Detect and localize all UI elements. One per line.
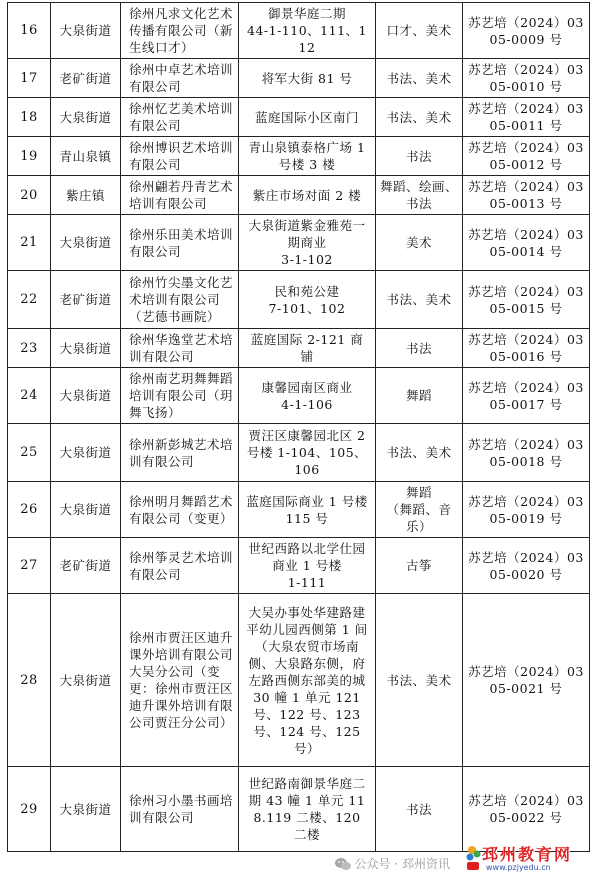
- row-permit-number: 苏艺培（2024）0305-0018 号: [463, 424, 590, 482]
- row-district: 大泉街道: [51, 329, 121, 368]
- row-number: 21: [8, 215, 51, 271]
- row-address: 世纪西路以北学仕园商业 1 号楼 1-111: [239, 538, 376, 594]
- row-address: 民和苑公建 7-101、102: [239, 271, 376, 329]
- row-subject: 书法: [376, 329, 463, 368]
- row-institution-name: 徐州习小墨书画培训有限公司: [121, 767, 239, 852]
- table-row: [8, 368, 590, 424]
- row-number: 16: [8, 3, 51, 59]
- row-permit-number: 苏艺培（2024）0305-0022 号: [463, 767, 590, 852]
- row-address: 蓝庭国际小区南门: [239, 98, 376, 137]
- row-address: 世纪路南御景华庭二期 43 幢 1 单元 118.119 二楼、120 二楼: [239, 767, 376, 852]
- row-subject: 书法、美术: [376, 424, 463, 482]
- row-district: 大泉街道: [51, 368, 121, 424]
- row-permit-number: 苏艺培（2024）0305-0021 号: [463, 594, 590, 767]
- row-subject: 舞蹈: [376, 368, 463, 424]
- logo-title: 邳州教育网: [482, 845, 573, 864]
- logo-emblem-icon: [464, 844, 484, 874]
- row-district: 大泉街道: [51, 215, 121, 271]
- row-permit-number: 苏艺培（2024）0305-0009 号: [463, 3, 590, 59]
- row-address: 御景华庭二期 44-1-110、111、112: [239, 3, 376, 59]
- row-permit-number: 苏艺培（2024）0305-0017 号: [463, 368, 590, 424]
- row-address: 康馨园南区商业 4-1-106: [239, 368, 376, 424]
- row-permit-number: 苏艺培（2024）0305-0013 号: [463, 176, 590, 215]
- row-subject: 书法、美术: [376, 594, 463, 767]
- row-institution-name: 徐州乐田美术培训有限公司: [121, 215, 239, 271]
- row-permit-number: 苏艺培（2024）0305-0011 号: [463, 98, 590, 137]
- row-subject: 美术: [376, 215, 463, 271]
- row-subject: 口才、美术: [376, 3, 463, 59]
- row-district: 紫庄镇: [51, 176, 121, 215]
- row-district: 老矿街道: [51, 271, 121, 329]
- training-institution-table: [7, 2, 590, 852]
- wechat-icon: [335, 857, 351, 871]
- row-district: 老矿街道: [51, 538, 121, 594]
- row-address: 大吴办事处华建路建平幼儿园西侧第 1 间（大泉农贸市场南侧、大泉路东侧，府左路西侧东部美的城 30 幢 1 单元 121 号、122 号、123 号、124 号、125 号）: [239, 594, 376, 767]
- row-number: 27: [8, 538, 51, 594]
- wechat-watermark-text: 公众号 · 邳州资讯: [354, 857, 450, 871]
- row-institution-name: 徐州忆艺美术培训有限公司: [121, 98, 239, 137]
- row-subject: 书法、美术: [376, 271, 463, 329]
- table-row: [8, 594, 590, 767]
- row-district: 老矿街道: [51, 59, 121, 98]
- row-address: 大泉街道紫金雅苑一期商业 3-1-102: [239, 215, 376, 271]
- row-institution-name: 徐州南艺玥舞舞蹈培训有限公司（玥舞飞扬）: [121, 368, 239, 424]
- table-row: [8, 482, 590, 538]
- table-row: [8, 176, 590, 215]
- row-permit-number: 苏艺培（2024）0305-0020 号: [463, 538, 590, 594]
- row-district: 大泉街道: [51, 767, 121, 852]
- row-address: 蓝庭国际商业 1 号楼 115 号: [239, 482, 376, 538]
- row-number: 28: [8, 594, 51, 767]
- table-row: [8, 59, 590, 98]
- row-institution-name: 徐州筝灵艺术培训有限公司: [121, 538, 239, 594]
- logo-url: www.pzjyedu.cn: [486, 863, 551, 872]
- table-row: [8, 215, 590, 271]
- table-row: [8, 3, 590, 59]
- row-subject: 书法、美术: [376, 98, 463, 137]
- row-district: 大泉街道: [51, 98, 121, 137]
- table-row: [8, 98, 590, 137]
- row-permit-number: 苏艺培（2024）0305-0014 号: [463, 215, 590, 271]
- row-institution-name: 徐州博识艺术培训有限公司: [121, 137, 239, 176]
- row-district: 大泉街道: [51, 424, 121, 482]
- row-number: 24: [8, 368, 51, 424]
- row-number: 17: [8, 59, 51, 98]
- row-number: 29: [8, 767, 51, 852]
- table-body: [8, 3, 590, 852]
- row-permit-number: 苏艺培（2024）0305-0015 号: [463, 271, 590, 329]
- row-permit-number: 苏艺培（2024）0305-0019 号: [463, 482, 590, 538]
- row-address: 贾汪区康馨园北区 2 号楼 1-104、105、106: [239, 424, 376, 482]
- row-district: 青山泉镇: [51, 137, 121, 176]
- row-number: 26: [8, 482, 51, 538]
- row-address: 紫庄市场对面 2 楼: [239, 176, 376, 215]
- wechat-watermark: [335, 855, 450, 872]
- row-institution-name: 徐州华逸堂艺术培训有限公司: [121, 329, 239, 368]
- row-institution-name: 徐州竹尖墨文化艺术培训有限公司（艺德书画院）: [121, 271, 239, 329]
- row-subject: 书法: [376, 137, 463, 176]
- table-row: [8, 424, 590, 482]
- row-subject: 书法、美术: [376, 59, 463, 98]
- row-permit-number: 苏艺培（2024）0305-0012 号: [463, 137, 590, 176]
- row-address: 青山泉镇泰格广场 1 号楼 3 楼: [239, 137, 376, 176]
- row-institution-name: 徐州凡求文化艺术传播有限公司（新生线口才）: [121, 3, 239, 59]
- row-number: 20: [8, 176, 51, 215]
- row-permit-number: 苏艺培（2024）0305-0010 号: [463, 59, 590, 98]
- table-row: [8, 538, 590, 594]
- row-institution-name: 徐州明月舞蹈艺术有限公司（变更）: [121, 482, 239, 538]
- row-district: 大泉街道: [51, 594, 121, 767]
- row-district: 大泉街道: [51, 482, 121, 538]
- row-permit-number: 苏艺培（2024）0305-0016 号: [463, 329, 590, 368]
- site-logo: [464, 842, 592, 876]
- row-subject: 舞蹈 （舞蹈、音乐）: [376, 482, 463, 538]
- row-address: 蓝庭国际 2-121 商铺: [239, 329, 376, 368]
- row-number: 22: [8, 271, 51, 329]
- row-institution-name: 徐州新彭城艺术培训有限公司: [121, 424, 239, 482]
- row-number: 18: [8, 98, 51, 137]
- row-institution-name: 徐州翩若丹青艺术培训有限公司: [121, 176, 239, 215]
- table-row: [8, 767, 590, 852]
- row-subject: 古筝: [376, 538, 463, 594]
- table-row: [8, 271, 590, 329]
- row-institution-name: 徐州市贾汪区迪升课外培训有限公司大吴分公司（变更：徐州市贾汪区迪升课外培训有限公司贾汪分公司）: [121, 594, 239, 767]
- row-address: 将军大街 81 号: [239, 59, 376, 98]
- row-subject: 书法: [376, 767, 463, 852]
- row-number: 23: [8, 329, 51, 368]
- table-row: [8, 137, 590, 176]
- row-institution-name: 徐州中卓艺术培训有限公司: [121, 59, 239, 98]
- row-district: 大泉街道: [51, 3, 121, 59]
- row-subject: 舞蹈、绘画、书法: [376, 176, 463, 215]
- row-number: 19: [8, 137, 51, 176]
- table-row: [8, 329, 590, 368]
- row-number: 25: [8, 424, 51, 482]
